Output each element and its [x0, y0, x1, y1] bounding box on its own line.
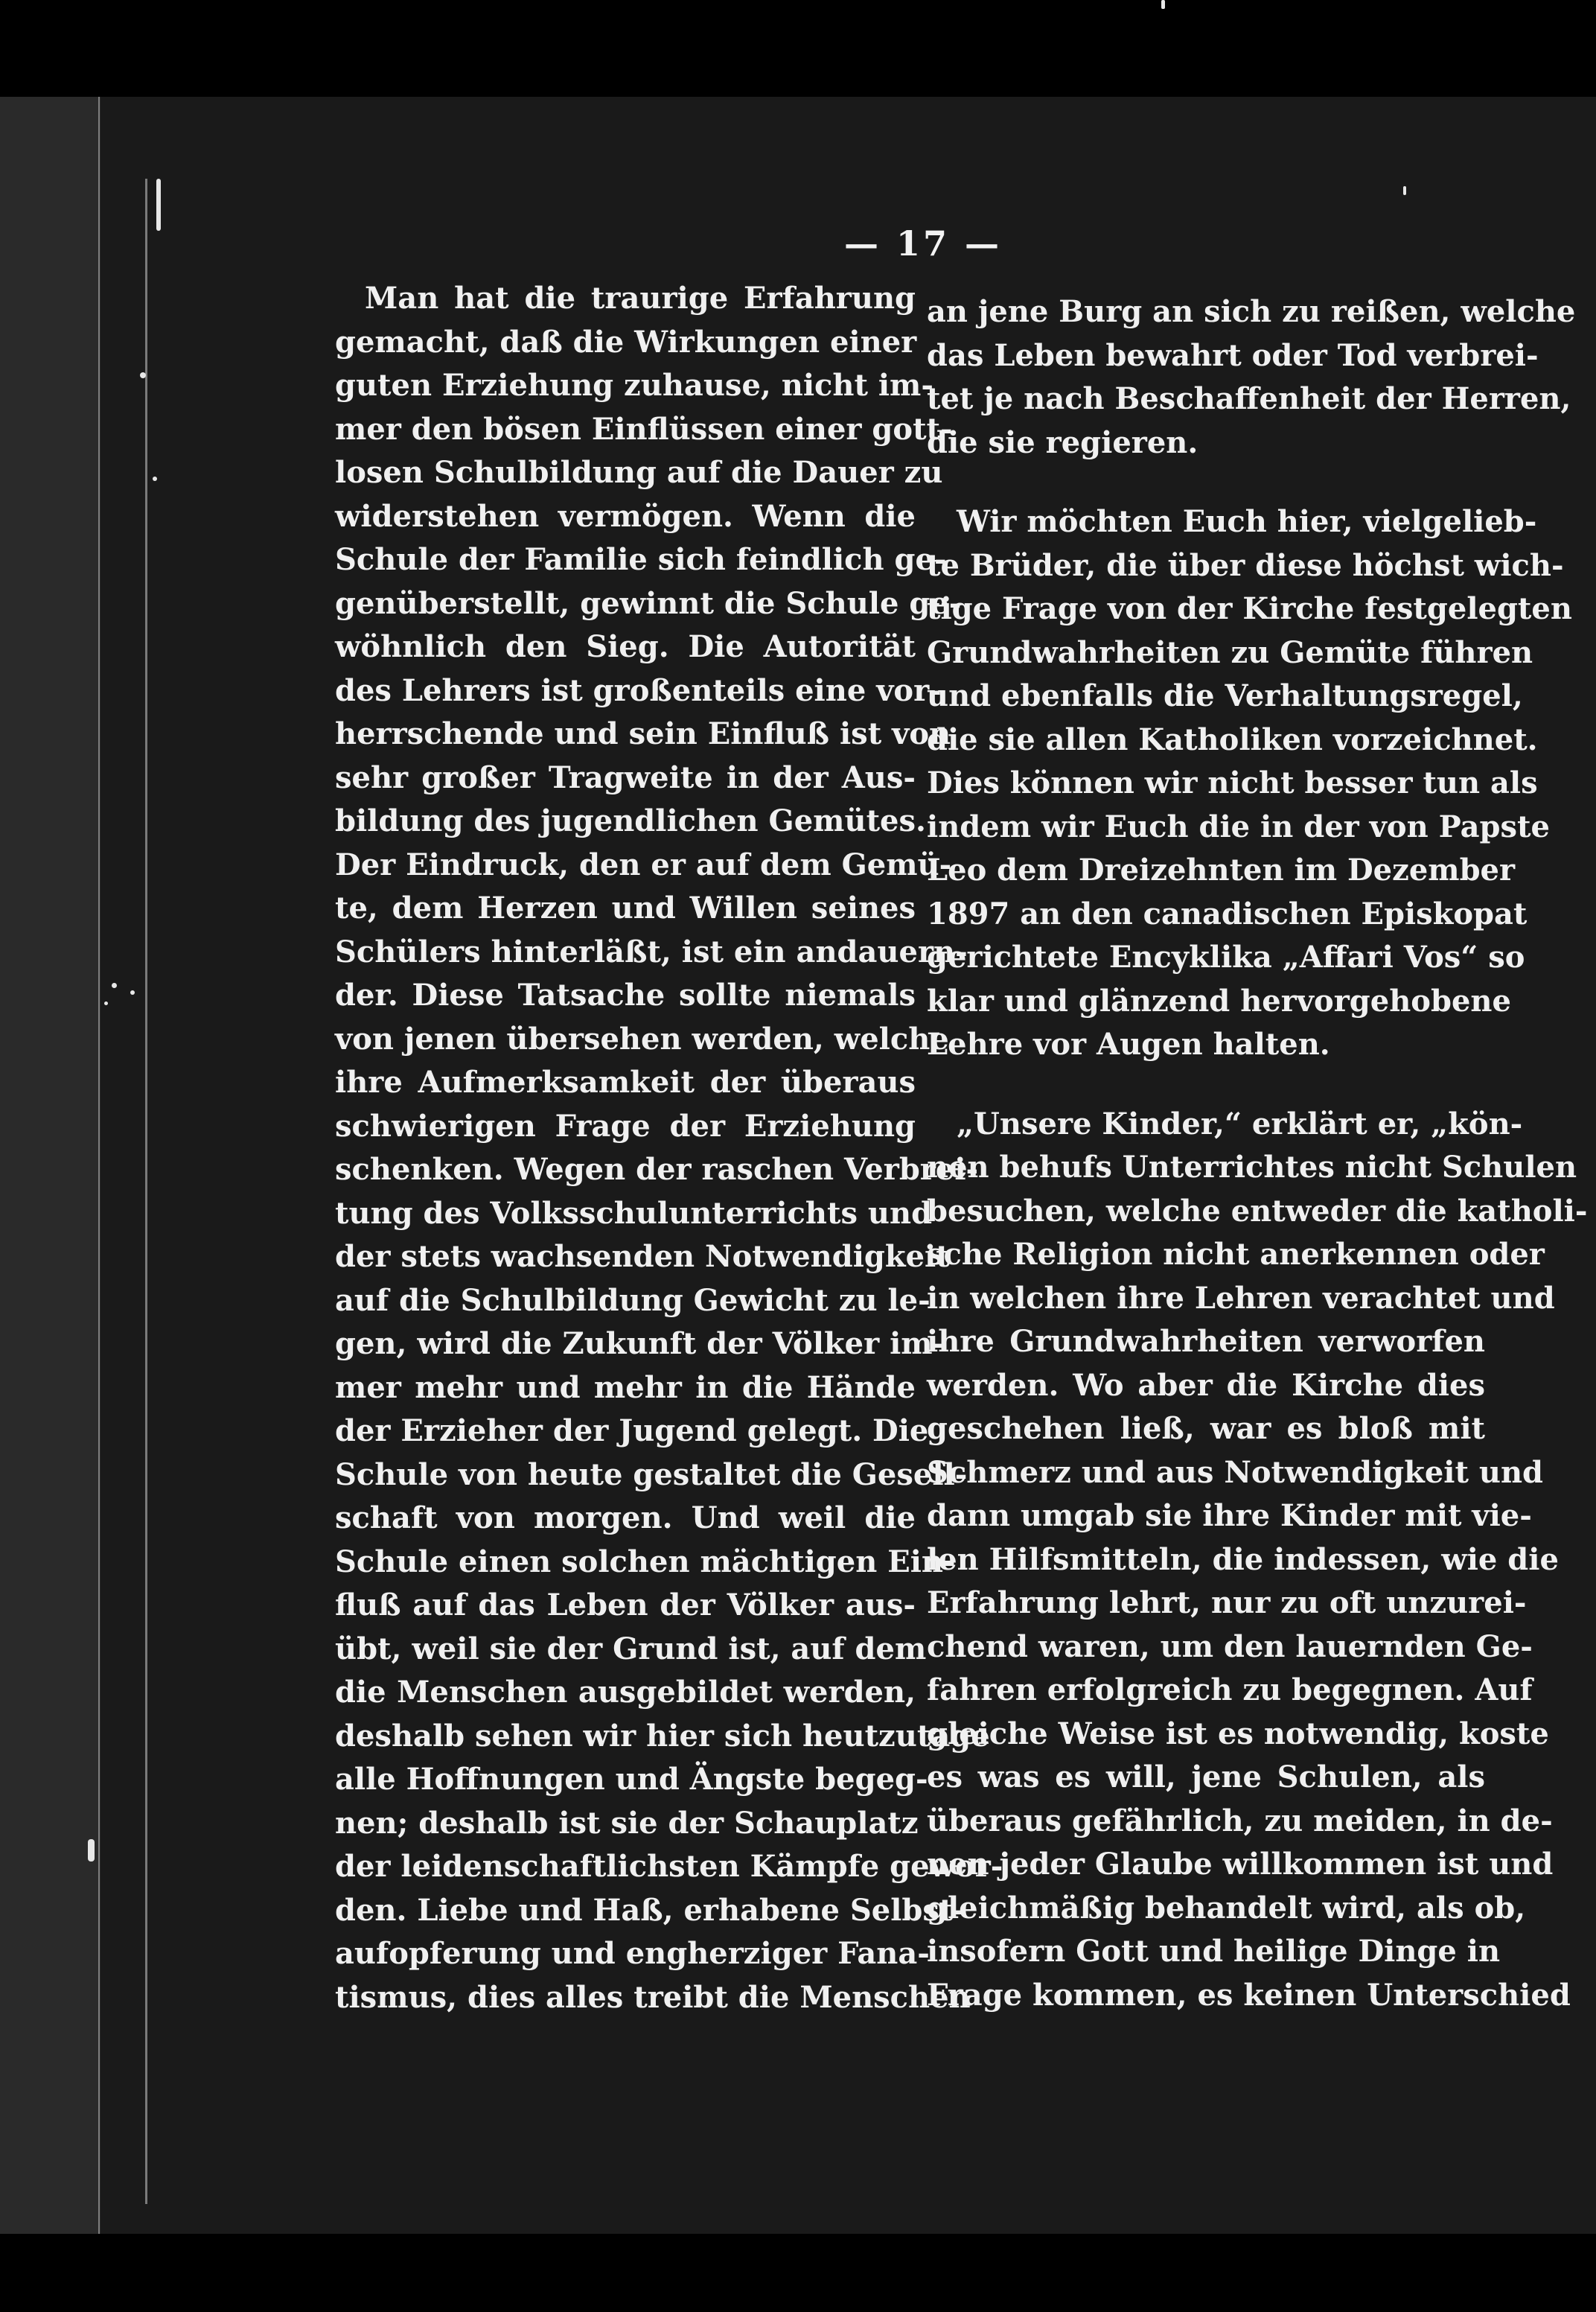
text-line: auf die Schulbildung Gewicht zu le-	[335, 1282, 931, 1318]
text-line: Man hat die traurige Erfahrung	[365, 281, 916, 316]
scan-mark	[112, 983, 117, 988]
text-line: überaus gefährlich, zu meiden, in de-	[927, 1803, 1553, 1838]
text-line: und ebenfalls die Verhaltungsregel,	[927, 678, 1523, 713]
text-line: len Hilfsmitteln, die indessen, wie die	[927, 1541, 1559, 1577]
text-line: gleichmäßig behandelt wird, als ob,	[927, 1890, 1526, 1926]
text-line: gleiche Weise ist es notwendig, koste	[927, 1716, 1549, 1751]
text-line: der stets wachsenden Notwendigkeit	[335, 1239, 950, 1274]
text-line: fahren erfolgreich zu begegnen. Auf	[927, 1672, 1533, 1707]
text-line: Der Eindruck, den er auf dem Gemü-	[335, 847, 952, 882]
page-number: — 17 —	[843, 223, 1003, 264]
paragraph	[927, 500, 1572, 1067]
text-line: ihre Grundwahrheiten verworfen	[927, 1324, 1485, 1359]
text-line: losen Schulbildung auf die Dauer zu	[335, 455, 943, 490]
text-line: sche Religion nicht anerkennen oder	[927, 1237, 1545, 1272]
scan-mark	[140, 372, 146, 378]
text-line: gemacht, daß die Wirkungen einer	[335, 324, 917, 360]
text-line: der leidenschaftlichsten Kämpfe gewor-	[335, 1849, 1003, 1884]
text-line: mer mehr und mehr in die Hände	[335, 1369, 916, 1405]
text-line: dann umgab sie ihre Kinder mit vie-	[927, 1498, 1532, 1533]
text-line: Lehre vor Augen halten.	[927, 1027, 1330, 1062]
text-line: insofern Gott und heilige Dinge in	[927, 1934, 1501, 1969]
text-line: Schule der Familie sich feindlich ge-	[335, 542, 947, 577]
page-edge-line	[98, 97, 100, 2234]
previous-page-edge	[0, 97, 100, 2234]
text-line: chend waren, um den lauernden Ge-	[927, 1628, 1533, 1664]
text-line: nen jeder Glaube willkommen ist und	[927, 1847, 1554, 1882]
text-line: gerichtete Encyklika „Affari Vos“ so	[927, 940, 1525, 975]
text-line: indem wir Euch die in der von Papste	[927, 809, 1550, 844]
text-line: das Leben bewahrt oder Tod verbrei-	[927, 337, 1539, 373]
paragraph	[927, 290, 1576, 465]
scan-mark	[1403, 186, 1406, 195]
text-line: schwierigen Frage der Erziehung	[335, 1108, 916, 1144]
scan-mark	[153, 477, 157, 481]
text-line: te, dem Herzen und Willen seines	[335, 891, 916, 926]
text-line: Wir möchten Euch hier, vielgelieb-	[957, 504, 1537, 539]
text-line: Schmerz und aus Notwendigkeit und	[927, 1454, 1544, 1490]
text-line: Dies können wir nicht besser tun als	[927, 765, 1538, 800]
scan-mark	[130, 990, 135, 995]
text-line: tung des Volksschulunterrichts und	[335, 1195, 933, 1231]
text-line: 1897 an den canadischen Episkopat	[927, 896, 1528, 932]
text-line: klar und glänzend hervorgehobene	[927, 983, 1511, 1019]
text-line: die Menschen ausgebildet werden,	[335, 1675, 916, 1710]
text-line: sehr großer Tragweite in der Aus-	[335, 759, 916, 795]
text-line: in welchen ihre Lehren verachtet und	[927, 1280, 1555, 1316]
text-line: der Erzieher der Jugend gelegt. Die	[335, 1413, 929, 1448]
text-line: tet je nach Beschaffenheit der Herren,	[927, 381, 1571, 416]
text-line: geschehen ließ, war es bloß mit	[927, 1411, 1485, 1446]
text-line: den. Liebe und Haß, erhabene Selbst-	[335, 1892, 965, 1928]
right-text-column	[927, 290, 1588, 2017]
text-line: Frage kommen, es keinen Unterschied	[927, 1977, 1571, 2013]
text-line: übt, weil sie der Grund ist, auf dem	[335, 1631, 927, 1666]
scan-mark	[88, 1839, 95, 1862]
text-line: Grundwahrheiten zu Gemüte führen	[927, 634, 1533, 670]
text-line: alle Hoffnungen und Ängste begeg-	[335, 1762, 928, 1797]
text-line: der. Diese Tatsache sollte niemals	[335, 978, 916, 1013]
text-line: mer den bösen Einflüssen einer gott-	[335, 411, 953, 447]
text-line: nen behufs Unterrichtes nicht Schulen	[927, 1150, 1577, 1185]
text-line: guten Erziehung zuhause, nicht im-	[335, 368, 933, 403]
text-line: wöhnlich den Sieg. Die Autorität	[335, 629, 916, 664]
text-line: gen, wird die Zukunft der Völker im-	[335, 1326, 945, 1361]
paragraph-gap	[927, 1067, 1485, 1103]
text-line: fluß auf das Leben der Völker aus-	[335, 1587, 916, 1622]
left-text-column	[335, 277, 1003, 2019]
text-line: schaft von morgen. Und weil die	[335, 1500, 916, 1535]
scan-mark	[156, 179, 161, 231]
text-line: Schule einen solchen mächtigen Ein-	[335, 1544, 956, 1579]
scan-mark	[104, 1001, 108, 1005]
text-line: werden. Wo aber die Kirche dies	[927, 1367, 1485, 1403]
text-line: herrschende und sein Einfluß ist von	[335, 716, 951, 751]
text-line: deshalb sehen wir hier sich heutzutage	[335, 1718, 990, 1754]
text-line: Leo dem Dreizehnten im Dezember	[927, 853, 1516, 888]
text-line: besuchen, welche entweder die katholi-	[927, 1193, 1588, 1229]
text-line: die sie allen Katholiken vorzeichnet.	[927, 722, 1538, 757]
text-line: des Lehrers ist großenteils eine vor-	[335, 672, 942, 708]
text-line: widerstehen vermögen. Wenn die	[335, 498, 916, 534]
text-line: schenken. Wegen der raschen Verbrei-	[335, 1152, 979, 1187]
text-line: Erfahrung lehrt, nur zu oft unzurei-	[927, 1585, 1527, 1620]
binding-gutter-line	[145, 179, 147, 2204]
text-line: es was es will, jene Schulen, als	[927, 1760, 1485, 1794]
text-line: tige Frage von der Kirche festgelegten	[927, 591, 1572, 626]
text-line: „Unsere Kinder,“ erklärt er, „kön-	[957, 1106, 1523, 1141]
text-line: die sie regieren.	[927, 424, 1198, 460]
text-line: aufopferung und engherziger Fana-	[335, 1936, 930, 1971]
paragraph-gap	[927, 465, 1485, 500]
text-line: tismus, dies alles treibt die Menschen	[335, 1979, 971, 2015]
text-line: an jene Burg an sich zu reißen, welche	[927, 294, 1576, 329]
text-line: genüberstellt, gewinnt die Schule ge-	[335, 585, 962, 621]
scan-mark	[1161, 0, 1165, 9]
paragraph	[927, 1103, 1588, 2018]
text-line: Schule von heute gestaltet die Gesell-	[335, 1456, 968, 1492]
text-line: bildung des jugendlichen Gemütes.	[335, 803, 926, 838]
text-line: nen; deshalb ist sie der Schauplatz	[335, 1805, 919, 1841]
text-line: von jenen übersehen werden, welche	[335, 1021, 949, 1057]
text-line: Schülers hinterläßt, ist ein andauern-	[335, 934, 968, 969]
text-line: ihre Aufmerksamkeit der überaus	[335, 1065, 916, 1100]
text-line: te Brüder, die über diese höchst wich-	[927, 547, 1564, 583]
